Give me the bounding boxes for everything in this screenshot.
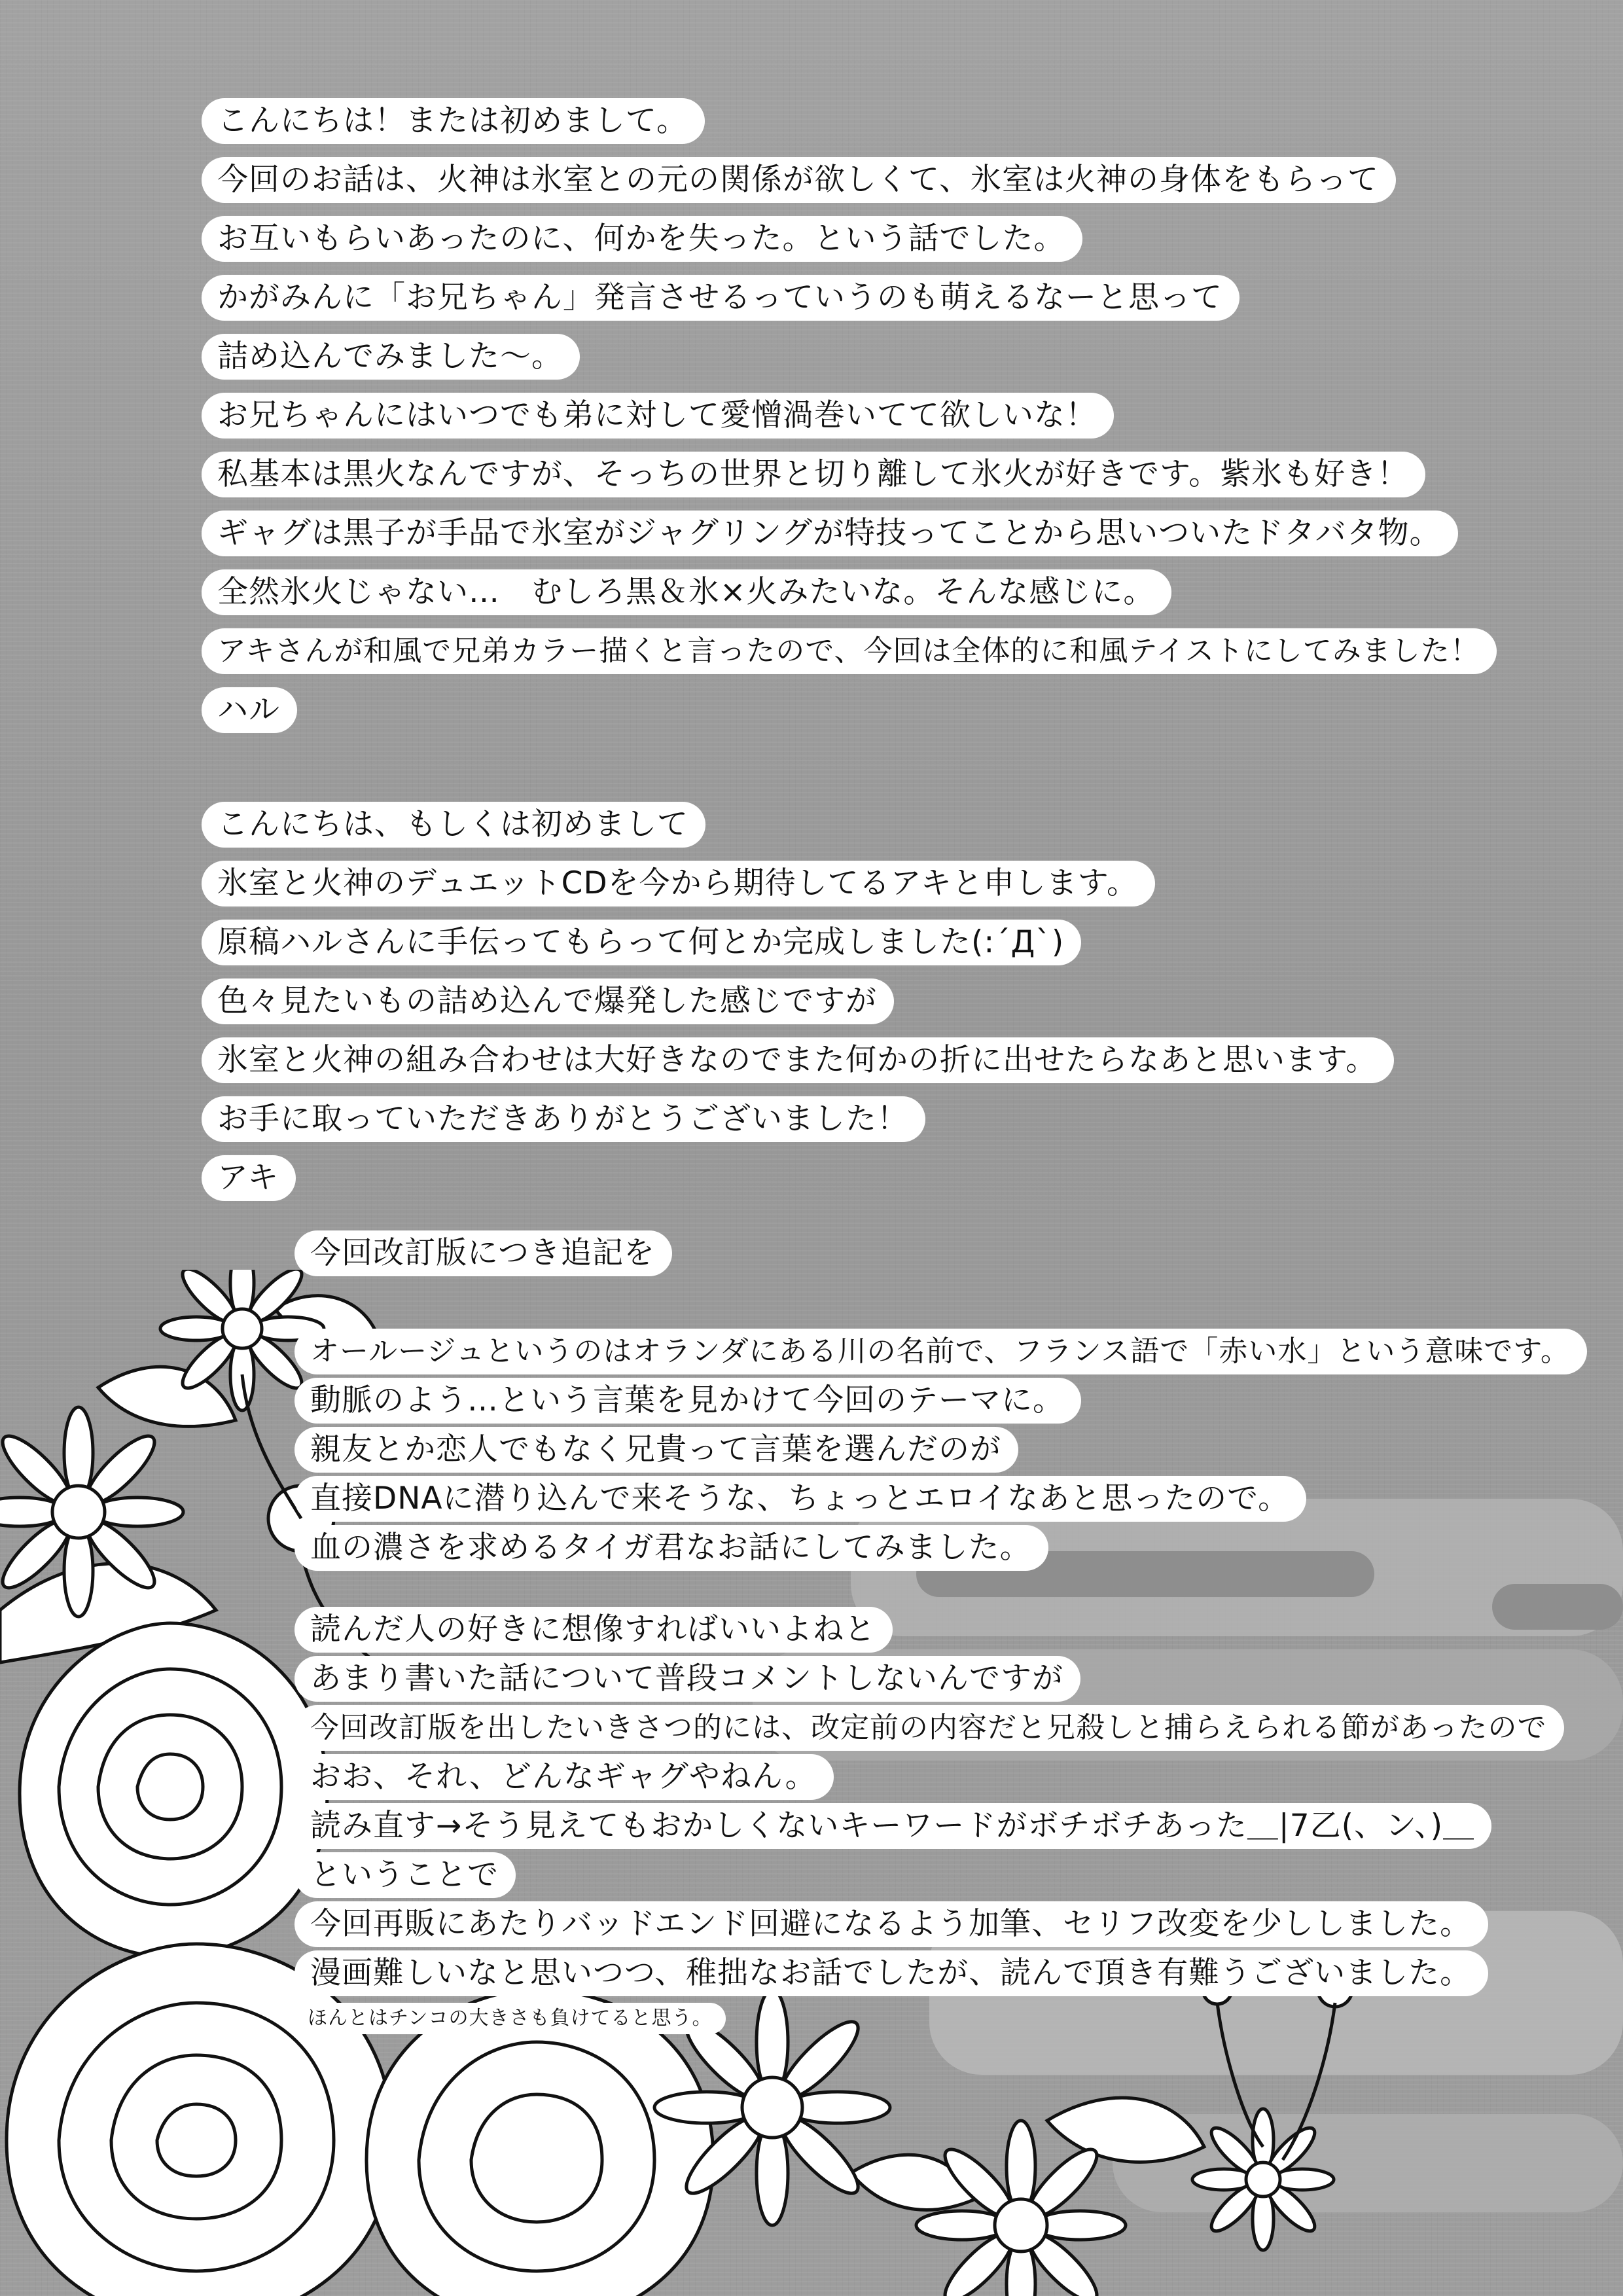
signature-haru: ハル xyxy=(202,687,297,733)
text-line: 全然氷火じゃない… むしろ黒＆氷×火みたいな。そんな感じに。 xyxy=(202,569,1171,615)
text-line: 氷室と火神のデュエットCDを今から期待してるアキと申します。 xyxy=(202,861,1155,906)
text-line: アキさんが和風で兄弟カラー描くと言ったので、今回は全体的に和風テイストにしてみました！ xyxy=(202,628,1497,674)
text-line: お兄ちゃんにはいつでも弟に対して愛憎渦巻いてて欲しいな！ xyxy=(202,393,1114,439)
text-line: 今回のお話は、火神は氷室との元の関係が欲しくて、氷室は火神の身体をもらって xyxy=(202,157,1396,203)
footnote-line: ほんとはチンコの大きさも負けてると思う。 xyxy=(294,2003,726,2034)
text-line: かがみんに「お兄ちゃん」発言させるっていうのも萌えるなーと思って xyxy=(202,275,1240,321)
text-line: 血の濃さを求めるタイガ君なお話にしてみました。 xyxy=(294,1525,1048,1571)
text-line: 直接DNAに潜り込んで来そうな、ちょっとエロイなあと思ったので。 xyxy=(294,1476,1306,1522)
text-line: オールージュというのはオランダにある川の名前で、フランス語で「赤い水」という意味です。 xyxy=(294,1329,1587,1374)
text-line: こんにちは、もしくは初めまして xyxy=(202,802,705,848)
text-line: 原稿ハルさんに手伝ってもらって何とか完成しました(:´Д`) xyxy=(202,920,1081,965)
text-line: 読んだ人の好きに想像すればいいよねと xyxy=(294,1607,893,1653)
text-line: 漫画難しいなと思いつつ、稚拙なお話でしたが、読んで頂き有難うございました。 xyxy=(294,1950,1488,1996)
text-line: 氷室と火神の組み合わせは大好きなのでまた何かの折に出せたらなあと思います。 xyxy=(202,1037,1394,1083)
decorative-band-stripe xyxy=(1492,1584,1623,1630)
text-line: 今回改訂版を出したいきさつ的には、改定前の内容だと兄殺しと捕らえられる節があったので xyxy=(294,1705,1564,1751)
text-line: 親友とか恋人でもなく兄貴って言葉を選んだのが xyxy=(294,1427,1018,1473)
text-line: ギャグは黒子が手品で氷室がジャグリングが特技ってことから思いついたドタバタ物。 xyxy=(202,511,1458,556)
text-line: 私基本は黒火なんですが、そっちの世界と切り離して氷火が好きです。紫氷も好き！ xyxy=(202,452,1425,497)
text-line: お互いもらいあったのに、何かを失った。という話でした。 xyxy=(202,216,1082,262)
text-line: こんにちは！または初めまして。 xyxy=(202,98,705,144)
text-line: 読み直す→そう見えてもおかしくないキーワードがボチボチあった＿|7乙(、ン、)＿ xyxy=(294,1803,1491,1849)
text-line: 詰め込んでみました～。 xyxy=(202,334,580,380)
section-heading: 今回改訂版につき追記を xyxy=(294,1230,672,1276)
text-line: 今回再販にあたりバッドエンド回避になるよう加筆、セリフ改変を少ししました。 xyxy=(294,1901,1488,1947)
text-line: お手に取っていただきありがとうございました！ xyxy=(202,1096,925,1142)
text-line: 動脈のよう…という言葉を見かけて今回のテーマに。 xyxy=(294,1378,1081,1424)
signature-aki: アキ xyxy=(202,1155,296,1201)
text-line: おお、それ、どんなギャグやねん。 xyxy=(294,1754,834,1800)
text-line: あまり書いた話について普段コメントしないんですが xyxy=(294,1656,1080,1702)
text-line: 色々見たいもの詰め込んで爆発した感じですが xyxy=(202,978,894,1024)
text-line: ということで xyxy=(294,1852,516,1898)
